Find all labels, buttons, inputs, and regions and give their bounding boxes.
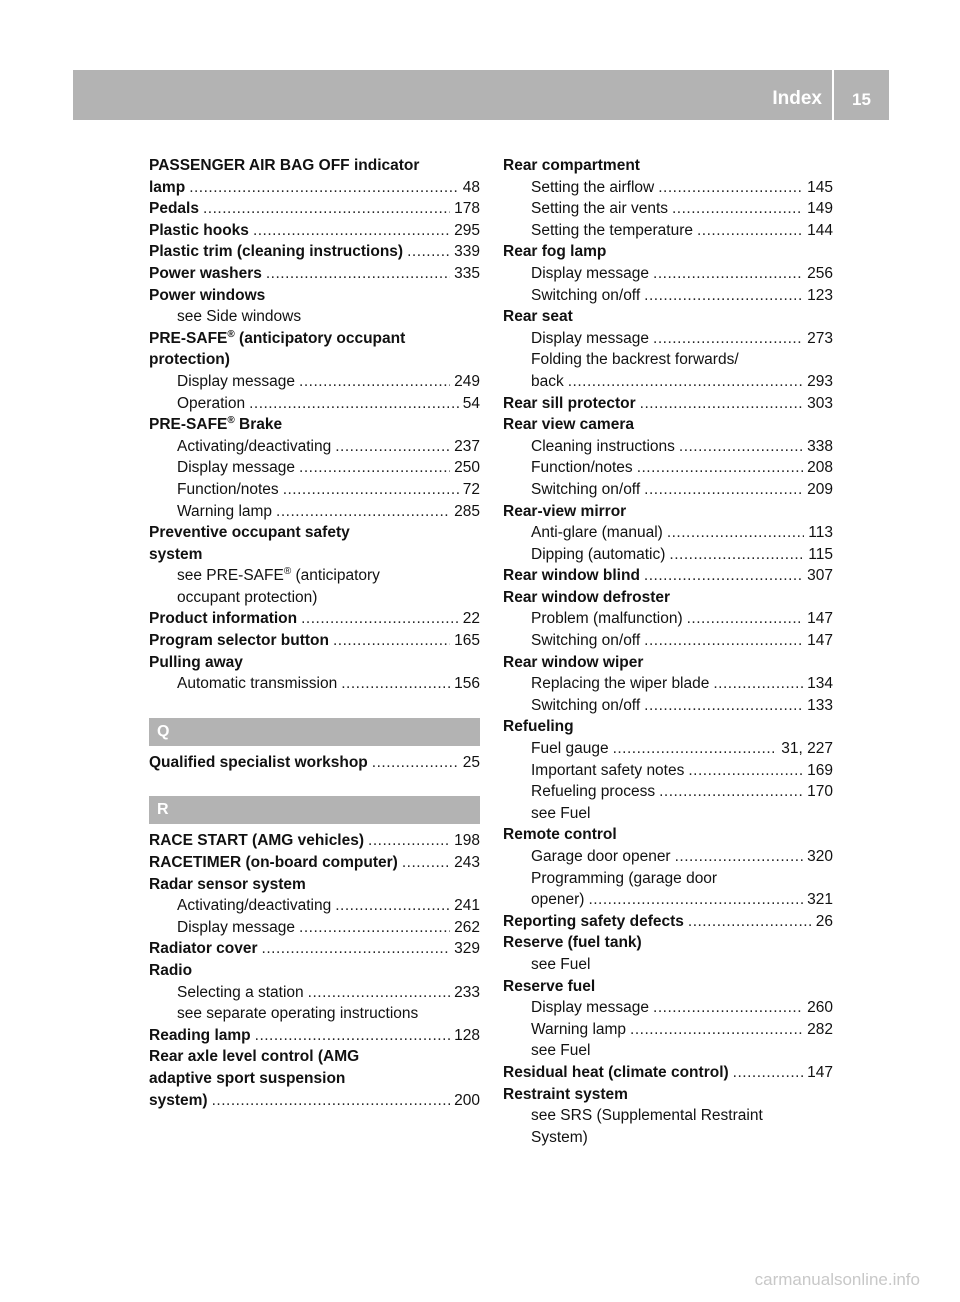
index-heading: Rear view camera <box>503 416 634 434</box>
entry-label: Setting the air vents <box>531 200 668 218</box>
index-heading: Refueling <box>503 718 574 736</box>
index-subentry <box>149 982 480 1004</box>
entry-label: RACETIMER (on-board computer) <box>149 854 398 872</box>
page-ref[interactable]: 339 <box>454 243 480 261</box>
header-bar <box>73 70 889 120</box>
page-ref[interactable]: 25 <box>462 753 480 771</box>
entry-label: Switching on/off <box>531 286 641 304</box>
index-subentry <box>149 436 480 458</box>
entry-label: Display message <box>531 264 650 282</box>
entry-label: Problem (malfunction) <box>531 610 683 628</box>
entry-label: Program selector button <box>149 632 329 650</box>
page-ref[interactable]: 178 <box>454 200 480 218</box>
entry-label: Replacing the wiper blade <box>531 675 710 693</box>
page-ref[interactable]: 72 <box>462 480 480 498</box>
page-ref[interactable]: 149 <box>807 200 833 218</box>
index-heading: Restraint system <box>503 1085 628 1103</box>
entry-label: Selecting a station <box>177 983 304 1001</box>
index-entry <box>149 938 480 960</box>
entry-label: Warning lamp <box>531 1020 627 1038</box>
page-ref[interactable]: 320 <box>807 848 833 865</box>
page-ref[interactable]: 145 <box>807 178 833 196</box>
entry-label: Activating/deactivating <box>177 437 332 455</box>
entry-label: Display message <box>177 918 296 936</box>
page-ref[interactable]: 250 <box>454 459 480 477</box>
index-subentry <box>503 177 833 199</box>
index-subentry <box>149 457 480 479</box>
entry-label: system) <box>149 1091 208 1109</box>
index-heading: Rear axle level control (AMG <box>149 1048 360 1066</box>
entry-label: Product information <box>149 610 298 628</box>
entry-label: Activating/deactivating <box>177 897 332 915</box>
index-subentry <box>503 630 833 652</box>
index-entry <box>149 198 480 220</box>
index-subentry <box>503 608 833 630</box>
entry-label: Setting the temperature <box>531 221 693 239</box>
index-subentry <box>149 371 480 393</box>
index-subentry-continued: Folding the backrest forwards/ <box>531 351 739 369</box>
index-entry <box>149 608 480 630</box>
index-entry <box>149 752 480 774</box>
page-ref[interactable]: 307 <box>807 567 833 585</box>
index-subentry <box>503 220 833 242</box>
page-ref[interactable]: 335 <box>454 264 480 282</box>
page-ref[interactable]: 208 <box>807 459 833 477</box>
index-heading: Pulling away <box>149 653 243 671</box>
entry-label: Reporting safety defects <box>503 912 684 930</box>
see-reference[interactable]: see SRS (Supplemental Restraint <box>531 1107 763 1125</box>
page-ref[interactable]: 170 <box>807 783 833 801</box>
index-subentry <box>503 760 833 782</box>
page-ref[interactable]: 147 <box>807 1063 833 1081</box>
index-heading: PRE-SAFE® (anticipatory occupant <box>149 328 406 347</box>
entry-label: Function/notes <box>531 459 633 477</box>
index-heading: PRE-SAFE® Brake <box>149 414 283 434</box>
page-ref[interactable]: 241 <box>454 897 480 915</box>
index-heading: Reserve (fuel tank) <box>503 934 642 952</box>
index-entry <box>503 1062 833 1084</box>
entry-label: Qualified specialist workshop <box>149 753 368 771</box>
index-heading: protection) <box>149 351 230 369</box>
entry-label: Rear window blind <box>503 567 640 585</box>
index-heading: system <box>149 545 203 563</box>
index-subentry <box>503 997 833 1019</box>
index-subentry <box>503 198 833 220</box>
index-heading: Radar sensor system <box>149 875 306 893</box>
index-entry <box>149 177 480 199</box>
entry-label: lamp <box>149 178 186 196</box>
entry-label: RACE START (AMG vehicles) <box>149 832 365 850</box>
index-subentry <box>149 501 480 523</box>
page-ref[interactable]: 198 <box>454 832 480 850</box>
page-ref[interactable]: 156 <box>454 675 480 693</box>
entry-label: Radiator cover <box>149 940 258 958</box>
page-ref[interactable]: 321 <box>807 891 833 909</box>
entry-label: Reading lamp <box>149 1026 251 1044</box>
index-subentry <box>503 889 833 911</box>
index-subentry <box>149 917 480 939</box>
entry-label: Setting the airflow <box>531 178 655 196</box>
index-subentry <box>503 479 833 501</box>
entry-label: Garage door opener <box>531 848 671 865</box>
page-ref[interactable]: 147 <box>807 632 833 650</box>
page-ref[interactable]: 295 <box>454 221 480 239</box>
index-subentry <box>149 895 480 917</box>
index-subentry <box>503 371 833 393</box>
page-number: 15 <box>852 90 871 109</box>
page-ref[interactable]: 200 <box>454 1091 480 1109</box>
see-reference[interactable]: see Side windows <box>177 308 302 326</box>
index-heading: PASSENGER AIR BAG OFF indicator <box>149 157 420 174</box>
page-ref[interactable]: 273 <box>807 329 833 347</box>
page-ref[interactable]: 31, 227 <box>781 740 833 758</box>
index-subentry <box>503 328 833 350</box>
entry-label: Anti-glare (manual) <box>531 524 663 542</box>
entry-label: Function/notes <box>177 480 279 498</box>
index-subentry <box>503 544 833 566</box>
index-entry <box>503 911 833 933</box>
entry-label: Pedals <box>149 200 199 218</box>
entry-label: Rear sill protector <box>503 394 636 412</box>
page-ref[interactable]: 209 <box>807 480 833 498</box>
entry-label: opener) <box>531 891 585 909</box>
entry-label: Plastic trim (cleaning instructions) <box>149 243 404 261</box>
page-ref[interactable]: 262 <box>454 918 480 936</box>
see-reference[interactable]: see PRE-SAFE® (anticipatory <box>177 566 380 585</box>
index-subentry <box>503 738 833 760</box>
index-heading: Rear window wiper <box>503 653 644 671</box>
page-ref[interactable]: 123 <box>807 286 833 304</box>
entry-label: Important safety notes <box>531 761 685 779</box>
index-subentry <box>503 457 833 479</box>
entry-label: Display message <box>531 329 650 347</box>
entry-label: Residual heat (climate control) <box>503 1063 729 1081</box>
page-ref[interactable]: 128 <box>454 1026 480 1044</box>
entry-label: Switching on/off <box>531 632 641 650</box>
page-ref[interactable]: 249 <box>454 372 480 390</box>
index-heading: Rear compartment <box>503 157 640 174</box>
entry-label: Automatic transmission <box>177 675 338 693</box>
page-ref[interactable]: 48 <box>462 178 480 196</box>
see-reference-continued: System) <box>531 1128 588 1146</box>
entry-label: Warning lamp <box>177 502 273 520</box>
entry-label: Refueling process <box>531 783 656 801</box>
index-entry <box>149 241 480 263</box>
page-ref[interactable]: 243 <box>454 854 480 872</box>
page-ref[interactable]: 115 <box>808 545 833 563</box>
page-ref[interactable]: 22 <box>462 610 480 628</box>
index-subentry <box>503 263 833 285</box>
page-ref[interactable]: 233 <box>454 983 480 1001</box>
index-entry <box>149 852 480 874</box>
page-ref[interactable]: 303 <box>807 394 833 412</box>
see-reference[interactable]: see Fuel <box>531 804 591 822</box>
index-heading: Rear window defroster <box>503 588 671 606</box>
entry-label: Display message <box>177 459 296 477</box>
index-subentry <box>149 393 480 415</box>
page-ref[interactable]: 285 <box>454 502 480 520</box>
index-entry <box>149 630 480 652</box>
entry-label: Power washers <box>149 264 262 282</box>
index-entry <box>149 1025 480 1047</box>
index-heading: adaptive sport suspension <box>149 1069 346 1087</box>
index-subentry <box>503 1019 833 1041</box>
page-ref[interactable]: 133 <box>807 696 833 714</box>
index-entry <box>149 263 480 285</box>
watermark: carmanualsonline.info <box>754 1270 920 1289</box>
entry-label: back <box>531 372 564 390</box>
index-entry <box>149 220 480 242</box>
entry-label: Fuel gauge <box>531 740 609 758</box>
index-subentry <box>149 479 480 501</box>
page-ref[interactable]: 134 <box>807 675 833 693</box>
see-reference[interactable]: see Fuel <box>531 955 591 973</box>
page-ref[interactable]: 293 <box>807 372 833 390</box>
section-letter-q: Q <box>149 718 480 746</box>
index-heading: Rear fog lamp <box>503 243 607 261</box>
index-subentry <box>503 781 833 803</box>
index-heading: Radio <box>149 962 193 979</box>
index-heading: Remote control <box>503 826 617 844</box>
see-reference: see separate operating instructions <box>177 1005 419 1023</box>
page-ref[interactable]: 338 <box>807 437 833 455</box>
index-entry <box>503 393 833 415</box>
page-ref[interactable]: 54 <box>462 394 480 412</box>
index-heading: Rear-view mirror <box>503 502 627 520</box>
see-reference-continued: occupant protection) <box>177 588 318 606</box>
page-ref[interactable]: 169 <box>807 761 833 779</box>
index-heading: Reserve fuel <box>503 977 596 995</box>
index-subentry <box>503 846 833 868</box>
index-heading: Preventive occupant safety <box>149 524 350 542</box>
page-title: Index <box>772 88 822 109</box>
index-subentry <box>503 285 833 307</box>
entry-label: Operation <box>177 394 246 412</box>
page-ref[interactable]: 165 <box>454 632 480 650</box>
index-column-right <box>503 155 833 1148</box>
page-ref[interactable]: 144 <box>807 221 833 239</box>
index-subentry <box>503 522 833 544</box>
index-entry <box>149 830 480 852</box>
index-entry <box>149 1090 480 1112</box>
see-reference[interactable]: see Fuel <box>531 1042 591 1060</box>
page-ref[interactable]: 260 <box>807 999 833 1017</box>
page-ref[interactable]: 256 <box>807 264 833 282</box>
page-ref[interactable]: 329 <box>454 940 480 958</box>
index-subentry <box>149 673 480 695</box>
index-heading: Rear seat <box>503 308 573 326</box>
page-ref[interactable]: 26 <box>815 912 833 930</box>
index-heading: Power windows <box>149 286 266 304</box>
index-column-left <box>149 155 480 1111</box>
index-subentry <box>503 673 833 695</box>
page-ref[interactable]: 147 <box>807 610 833 628</box>
index-subentry-continued: Programming (garage door <box>531 869 718 887</box>
page-ref[interactable]: 282 <box>807 1020 833 1038</box>
entry-label: Cleaning instructions <box>531 437 675 455</box>
entry-label: Switching on/off <box>531 696 641 714</box>
entry-label: Plastic hooks <box>149 221 249 239</box>
index-subentry <box>503 695 833 717</box>
page-ref[interactable]: 113 <box>808 524 833 542</box>
entry-label: Switching on/off <box>531 480 641 498</box>
index-entry <box>503 565 833 587</box>
index-subentry <box>503 436 833 458</box>
section-letter-r: R <box>149 796 480 824</box>
entry-label: Display message <box>177 372 296 390</box>
page-ref[interactable]: 237 <box>454 437 480 455</box>
entry-label: Dipping (automatic) <box>531 545 666 563</box>
entry-label: Display message <box>531 999 650 1017</box>
